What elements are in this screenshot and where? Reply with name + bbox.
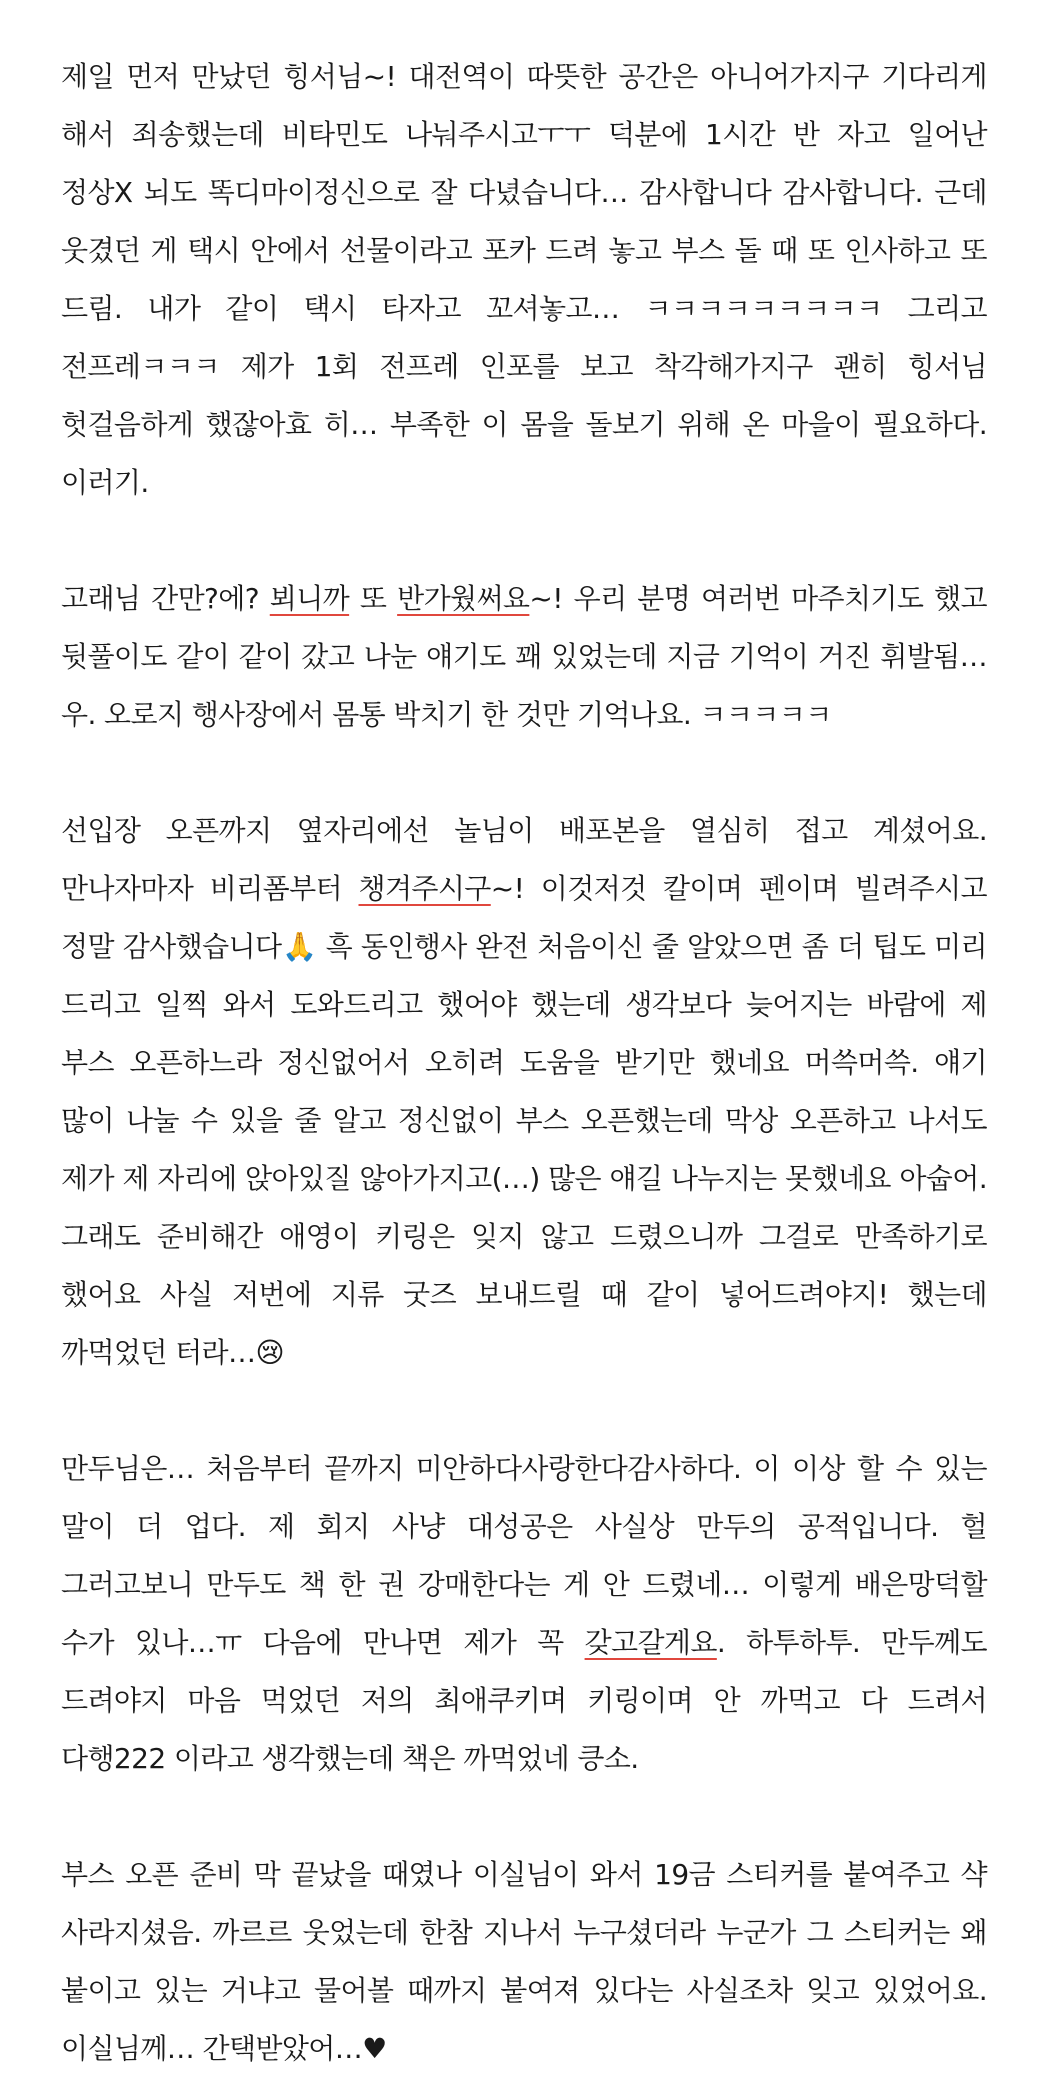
paragraph-gap <box>61 512 987 570</box>
paragraph-gap <box>61 1788 987 1846</box>
spellcheck-underlined-word: 갖고갈게요 <box>584 1626 717 1659</box>
paragraph-mandu <box>61 1440 987 1788</box>
paragraph-text: 고래님 간만?에? <box>61 582 270 615</box>
paragraph-gap <box>61 1382 987 1440</box>
paragraph-text: 또 <box>349 582 398 615</box>
paragraph-text: 선입장 오픈까지 옆자리에선 놀님이 배포본을 열심히 접고 계셨어요. 만나자마자 비리폼부터 <box>61 814 987 905</box>
paragraph-text: ~! 이것저것 칼이며 펜이며 빌려주시고 정말 감사했습니다🙏 흑 동인행사 완전 처음이신 줄 알았으면 좀 더 팁도 미리 드리고 일찍 와서 도와드리고 했어야 했는데 생각보다 늦어지는 바람에 제 부스 오픈하느라 정신없어서 오히려 도움을 받기만 했네요 머쓱머쓱. 얘기 많이 나눌 수 있을 줄 알고 정신없이 부스 오픈했는데 막상 오픈하고 나서도 제가 제 자리에 앉아있질 않아가지고(…) 많은 얘길 나누지는 못했네요 아숩어. 그래도 준비해간 애영이 키링은 잊지 않고 드렸으니까 그걸로 만족하기로 했어요 사실 저번에 지류 굿즈 보내드릴 때 같이 넣어드려야지! 했는데 까먹었던 터라…😢 <box>61 872 987 1369</box>
paragraph-text: ~! 우리 분명 여러번 마주치기도 했고 뒷풀이도 같이 같이 갔고 나눈 얘기도 꽤 있었는데 지금 기억이 거진 휘발됨… 우. 오로지 행사장에서 몸통 박치기 한 것만 기억나요. ㅋㅋㅋㅋㅋ <box>61 582 987 731</box>
paragraph-hingseo <box>61 48 987 512</box>
paragraph-text: . 하투하투. 만두께도 드려야지 마음 먹었던 저의 최애쿠키며 키링이며 안 까먹고 다 드려서 다행222 이라고 생각했는데 책은 까먹었네 킁소. <box>61 1626 987 1775</box>
paragraph-isil <box>61 1846 987 2078</box>
paragraph-nol <box>61 802 987 1382</box>
paragraph-text: 부스 오픈 준비 막 끝났을 때였나 이실님이 와서 19금 스티커를 붙여주고 샥 사라지셨음. 까르르 웃었는데 한참 지나서 누구셨더라 누군가 그 스티커는 왜 붙이고 있는 거냐고 물어볼 때까지 붙여져 있다는 사실조차 잊고 있었어요. 이실님께… 간택받았어…♥ <box>61 1858 987 2065</box>
paragraph-text: 만두님은… 처음부터 끝까지 미안하다사랑한다감사하다. 이 이상 할 수 있는 말이 더 업다. 제 회지 사냥 대성공은 사실상 만두의 공적입니다. 헐 그러고보니 만두도 책 한 권 강매한다는 게 안 드렸네… 이렇게 배은망덕할 수가 있나…ㅠ 다음에 만나면 제가 꼭 <box>61 1452 987 1659</box>
spellcheck-underlined-word: 뵈니까 <box>269 582 350 615</box>
paragraph-text: 제일 먼저 만났던 힝서님~! 대전역이 따뜻한 공간은 아니어가지구 기다리게 해서 죄송했는데 비타민도 나눠주시고ㅜㅜ 덕분에 1시간 반 자고 일어난 정상X 뇌도 똑디마이정신으로 잘 다녔습니다… 감사합니다 감사합니다. 근데 웃겼던 게 택시 안에서 선물이라고 포카 드려 놓고 부스 돌 때 또 인사하고 또 드림. 내가 같이 택시 타자고 꼬셔놓고… ㅋㅋㅋㅋㅋㅋㅋㅋㅋ 그리고 전프레ㅋㅋㅋ 제가 1회 전프레 인포를 보고 착각해가지구 괜히 힝서님 헛걸음하게 했잖아효 히… 부족한 이 몸을 돌보기 위해 온 마을이 필요하다. 이러기. <box>61 60 987 499</box>
paragraph-gap <box>61 744 987 802</box>
paragraph-gorae <box>61 570 987 744</box>
spellcheck-underlined-word: 챙겨주시구 <box>358 872 491 905</box>
document-body <box>61 48 987 2078</box>
spellcheck-underlined-word: 반가웠써요 <box>397 582 530 615</box>
